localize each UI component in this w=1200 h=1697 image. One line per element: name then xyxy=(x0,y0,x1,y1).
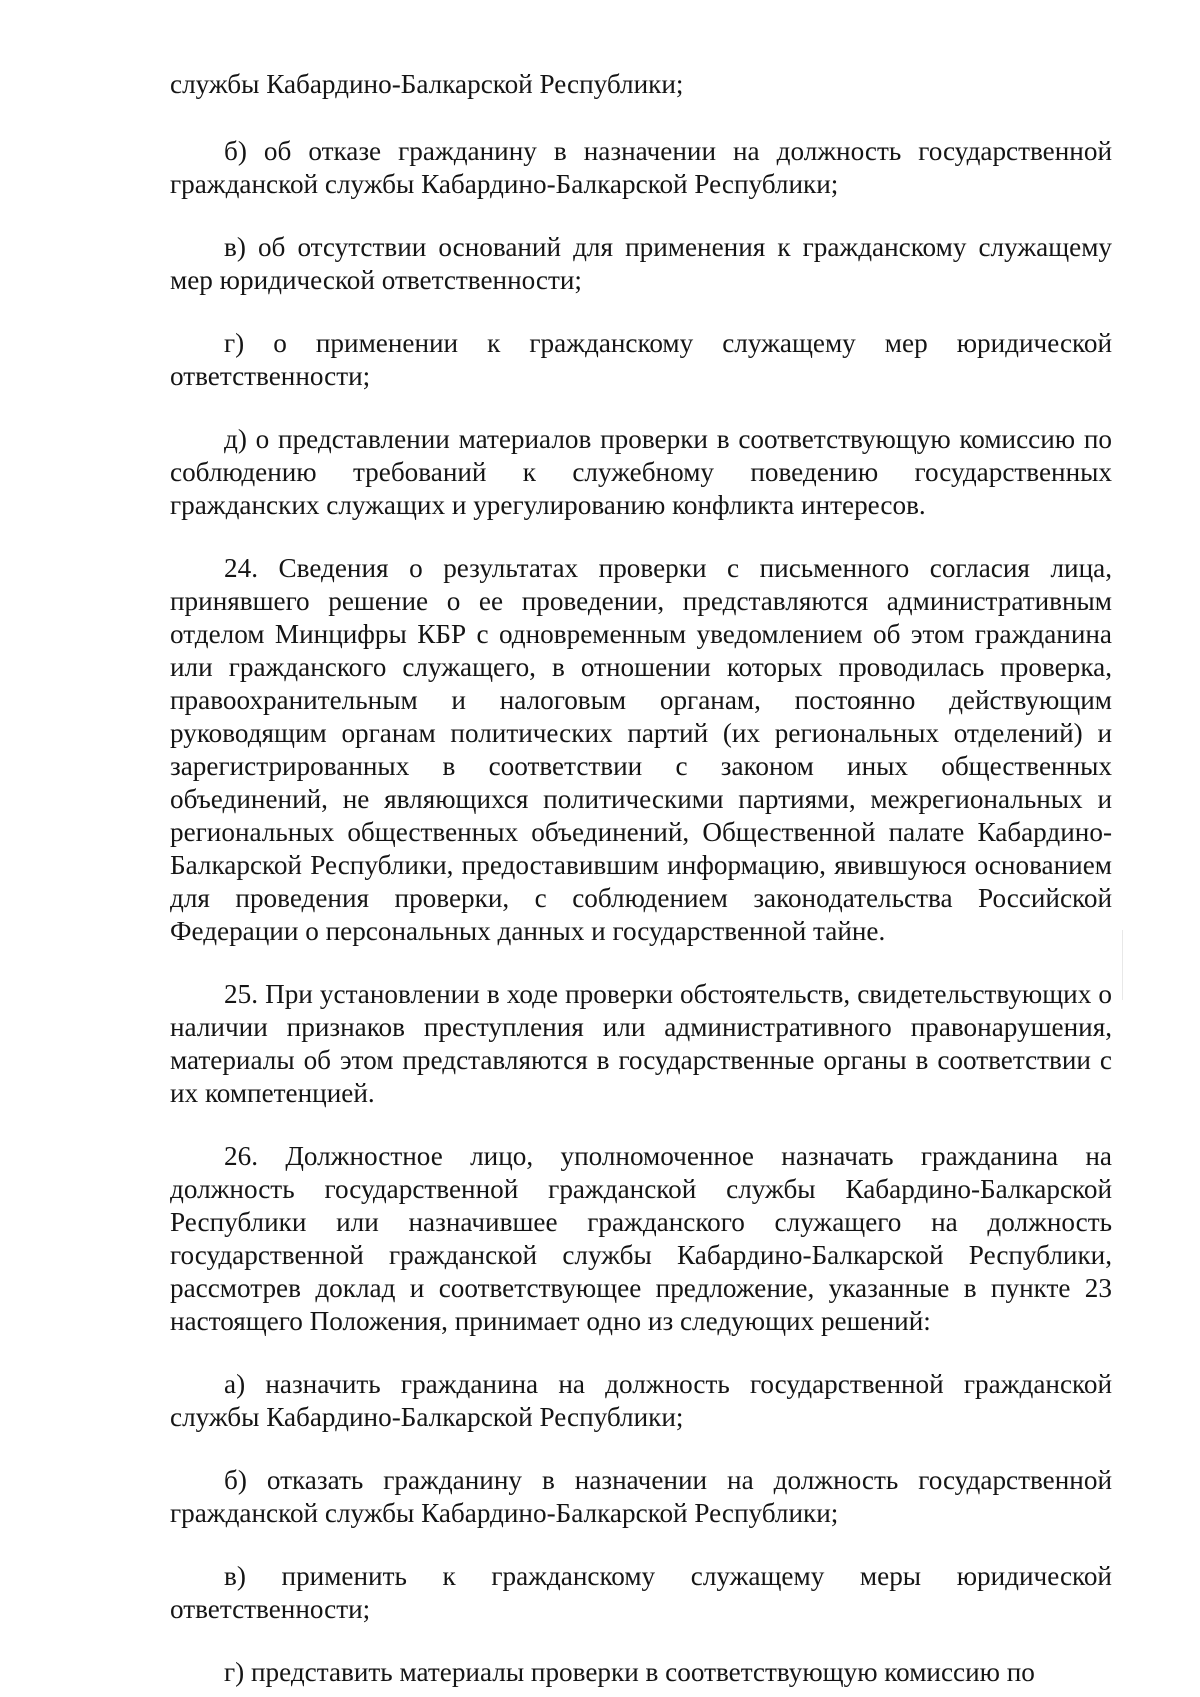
paragraph-continuation: службы Кабардино-Балкарской Республики; xyxy=(170,69,684,99)
paragraph-item-b: б) об отказе гражданину в назначении на должность государственной гражданской службы Кабардино-Балкарской Республики; xyxy=(170,136,1112,199)
scan-artifact-line xyxy=(1122,930,1123,1000)
paragraph-25: 25. При установлении в ходе проверки обстоятельств, свидетельствующих о наличии признаков преступления или административного правонарушения, материалы об этом представляются в государственные органы в соответствии с их компетенцией. xyxy=(170,979,1112,1108)
paragraph-item-v: в) об отсутствии оснований для применения к гражданскому служащему мер юридической ответственности; xyxy=(170,232,1112,295)
paragraph-26: 26. Должностное лицо, уполномоченное назначать гражданина на должность государственной гражданской службы Кабардино-Балкарской Республики или назначившее гражданского служащего на должность государственной гражданской службы Кабардино-Балкарской Республики, рассмотрев доклад и соответствующее предложение, указанные в пункте 23 настоящего Положения, принимает одно из следующих решений: xyxy=(170,1141,1112,1336)
paragraph-24: 24. Сведения о результатах проверки с письменного согласия лица, принявшего решение о ее проведении, представляются административным отделом Минцифры КБР с одновременным уведомлением об этом гражданина или гражданского служащего, в отношении которых проводилась проверка, правоохранительным и налоговым органам, постоянно действующим руководящим органам политических партий (их региональных отделений) и зарегистрированных в соответствии с законом иных общественных объединений, не являющихся политическими партиями, межрегиональных и региональных общественных объединений, Общественной палате Кабардино-Балкарской Республики, предоставившим информацию, явившуюся основанием для проведения проверки, с соблюдением законодательства Российской Федерации о персональных данных и государственной тайне. xyxy=(170,553,1112,946)
paragraph-item-g: г) о применении к гражданскому служащему мер юридической ответственности; xyxy=(170,328,1112,391)
decision-item-a: а) назначить гражданина на должность государственной гражданской службы Кабардино-Балкарской Республики; xyxy=(170,1369,1112,1432)
decision-item-b: б) отказать гражданину в назначении на должность государственной гражданской службы Кабардино-Балкарской Республики; xyxy=(170,1465,1112,1528)
decision-item-v: в) применить к гражданскому служащему меры юридической ответственности; xyxy=(170,1561,1112,1624)
paragraph-item-d: д) о представлении материалов проверки в соответствующую комиссию по соблюдению требований к служебному поведению государственных гражданских служащих и урегулированию конфликта интересов. xyxy=(170,424,1112,520)
decision-item-g: г) представить материалы проверки в соответствующую комиссию по xyxy=(224,1657,1035,1687)
